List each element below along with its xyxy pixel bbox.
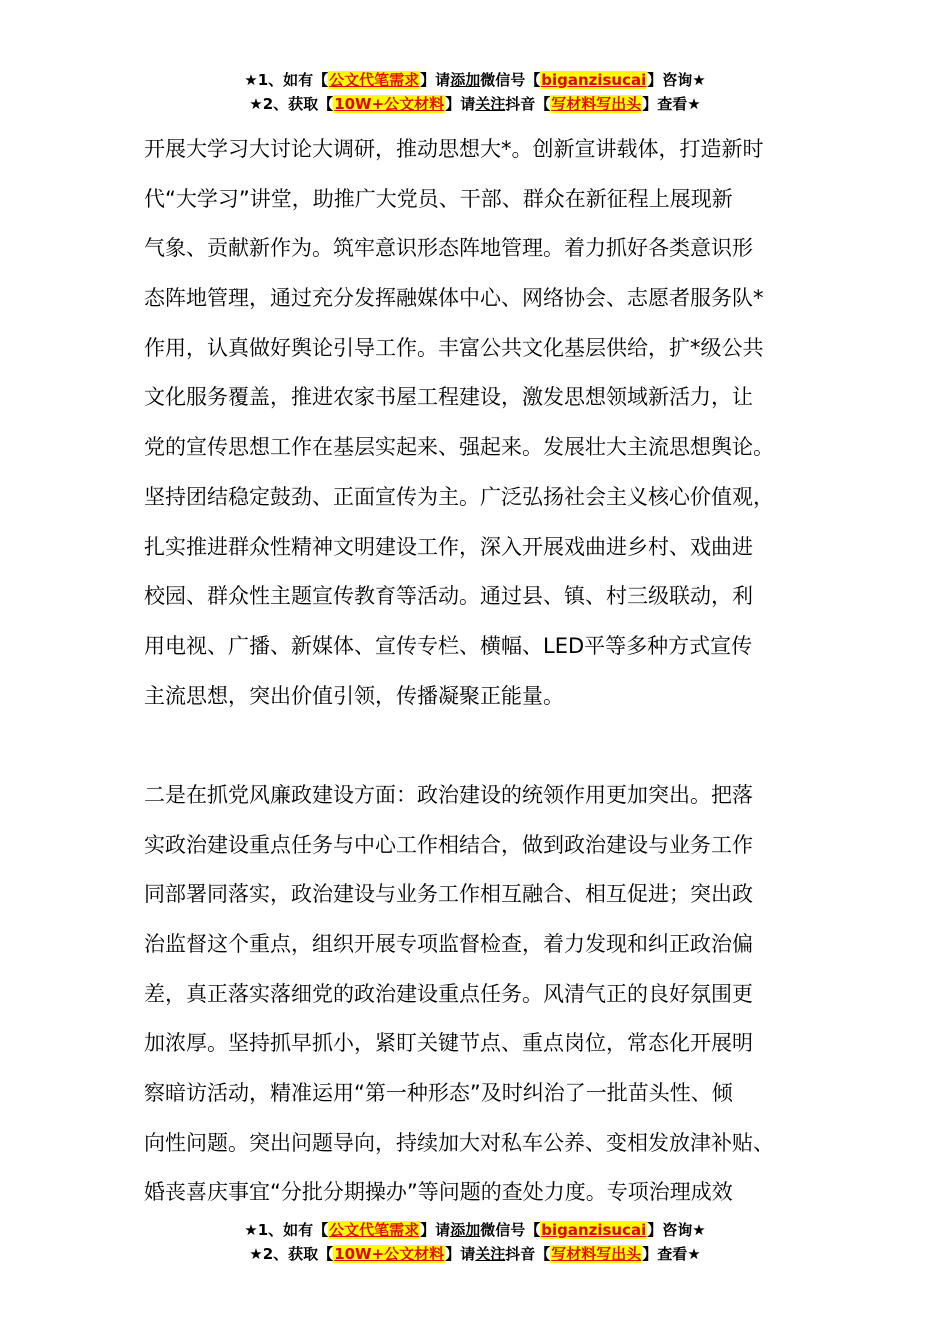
promo-underlined-text: 添加 [450,1221,481,1239]
text-line: 文化服务覆盖，推进农家书屋工程建设，激发思想领域新活力，让 [144,385,753,410]
text-line: 作用，认真做好舆论引导工作。丰富公共文化基层供给，扩*级公共 [144,335,764,360]
promo-text: ★1、如有【 [244,1221,329,1239]
highlight-wechat-id: biganzisucai [541,71,647,89]
highlight-service: 公文代笔需求 [329,71,420,89]
promo-text: ★2、获取【 [249,95,334,113]
text-line: 加浓厚。坚持抓早抓小，紧盯关键节点、重点岗位，常态化开展明 [144,1031,753,1056]
text-line: 察暗访活动，精准运用“第一种形态”及时纠治了一批苗头性、倾 [144,1081,733,1106]
promo-line-2 [0,1242,950,1266]
text-line: 实政治建设重点任务与中心工作相结合，做到政治建设与业务工作 [144,832,753,857]
promo-text: 】查看★ [642,1245,701,1263]
promo-underlined-text: 关注 [475,95,506,113]
promo-text: ★2、获取【 [249,1245,334,1263]
text-line: 扎实推进群众性精神文明建设工作，深入开展戏曲进乡村、戏曲进 [144,534,753,559]
text-line: 用电视、广播、新媒体、宣传专栏、横幅、LED平等多种方式宣传 [144,633,753,658]
paragraph-spacer [144,721,834,771]
promo-text: 】查看★ [642,95,701,113]
promo-underlined-text: 关注 [475,1245,506,1263]
text-line: 党的宣传思想工作在基层实起来、强起来。发展壮大主流思想舆论。 [144,435,774,460]
promo-underlined-text: 添加 [450,71,481,89]
header-promo-banner [0,68,950,116]
promo-text: 】请 [445,95,476,113]
promo-line-2 [0,92,950,116]
document-body [144,125,834,1218]
promo-text: ★1、如有【 [244,71,329,89]
highlight-douyin-account: 写材料写出头 [551,1245,642,1263]
text-line: 向性问题。突出问题导向，持续加大对私车公养、变相发放津补贴、 [144,1130,774,1155]
text-line: 二是在抓党风廉政建设方面：政治建设的统领作用更加突出。把落 [144,782,753,807]
promo-text: 抖音【 [505,95,551,113]
paragraph-2 [144,771,834,1218]
text-line: 同部署同落实，政治建设与业务工作相互融合、相互促进；突出政 [144,882,753,907]
text-line: 差，真正落实落细党的政治建设重点任务。风清气正的良好氛围更 [144,981,753,1006]
text-line: 态阵地管理，通过充分发挥融媒体中心、网络协会、志愿者服务队* [144,286,764,311]
paragraph-1 [144,125,834,721]
highlight-wechat-id: biganzisucai [541,1221,647,1239]
promo-text: 微信号【 [480,1221,541,1239]
text-line: 开展大学习大讨论大调研，推动思想大*。创新宣讲载体，打造新时 [144,137,764,161]
highlight-materials: 10W+公文材料 [334,1245,445,1263]
promo-text: 】咨询★ [647,1221,706,1239]
promo-text: 】请 [445,1245,476,1263]
text-line: 婚丧喜庆事宜“分批分期操办”等问题的查处力度。专项治理成效 [144,1180,733,1205]
promo-line-1 [0,68,950,92]
highlight-service: 公文代笔需求 [329,1221,420,1239]
footer-promo-banner [0,1218,950,1266]
promo-line-1 [0,1218,950,1242]
text-line: 校园、群众性主题宣传教育等活动。通过县、镇、村三级联动，利 [144,584,753,609]
promo-text: 微信号【 [480,71,541,89]
promo-text: 】请 [420,1221,451,1239]
text-line: 气象、贡献新作为。筑牢意识形态阵地管理。着力抓好各类意识形 [144,236,753,261]
highlight-materials: 10W+公文材料 [334,95,445,113]
promo-text: 抖音【 [505,1245,551,1263]
promo-text: 】咨询★ [647,71,706,89]
text-line: 代“大学习”讲堂，助推广大党员、干部、群众在新征程上展现新 [144,186,733,211]
text-line: 治监督这个重点，组织开展专项监督检查，着力发现和纠正政治偏 [144,932,753,956]
text-line: 坚持团结稳定鼓劲、正面宣传为主。广泛弘扬社会主义核心价值观， [144,484,774,509]
text-line: 主流思想，突出价值引领，传播凝聚正能量。 [144,683,564,708]
promo-text: 】请 [420,71,451,89]
highlight-douyin-account: 写材料写出头 [551,95,642,113]
